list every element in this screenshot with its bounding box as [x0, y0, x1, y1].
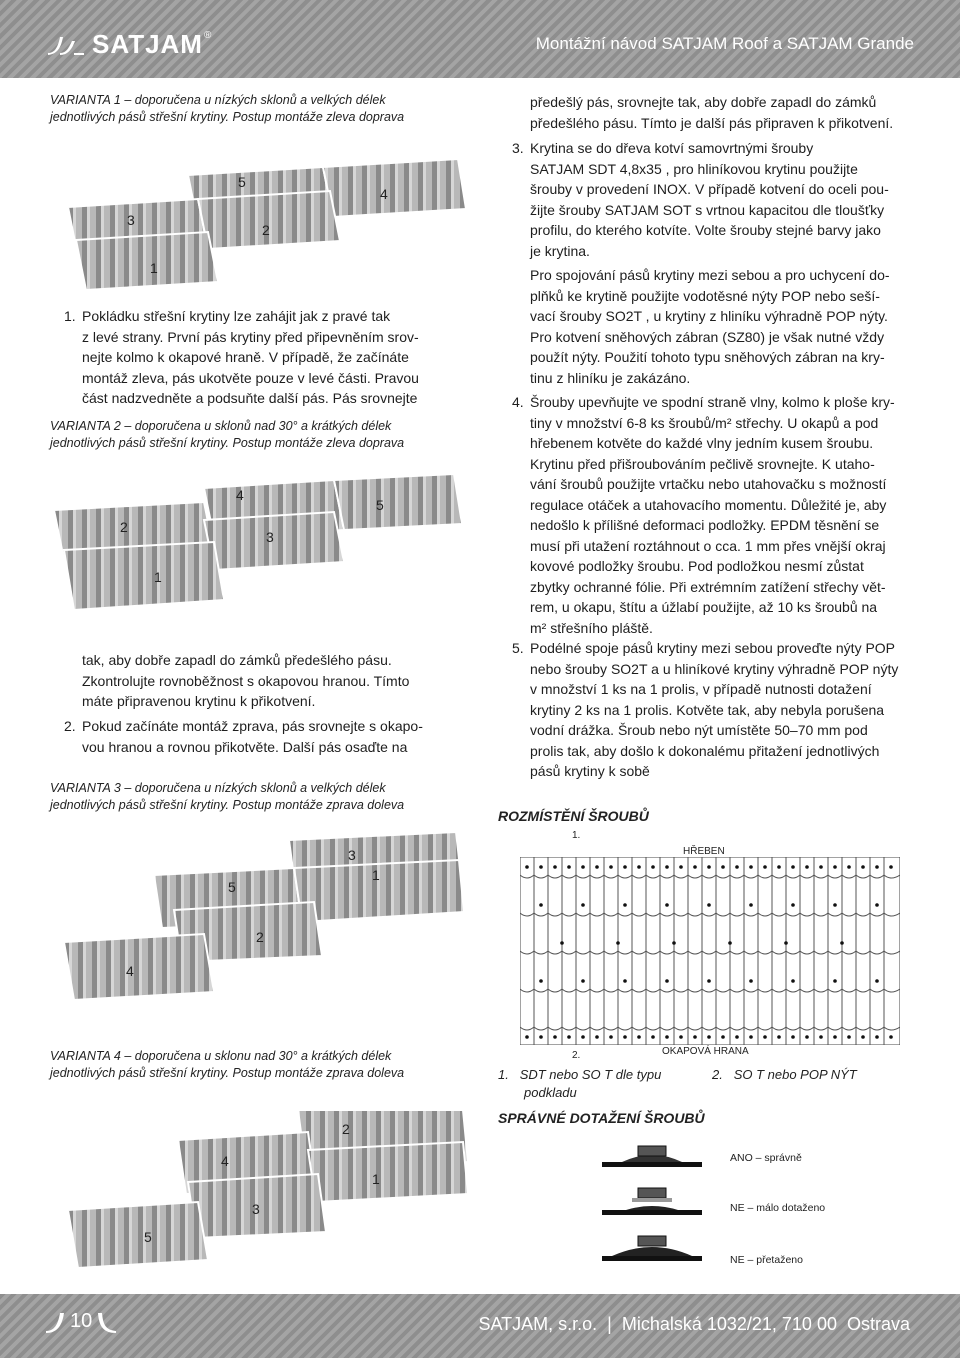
text-line: SATJAM SDT 4,8x35 , pro hliníkovou krytinu použijte: [530, 160, 858, 177]
panel-label: 4: [380, 186, 388, 202]
instruction-item-3: [512, 138, 920, 261]
brand-name: SATJAM: [92, 28, 203, 59]
page-footer: [0, 1294, 960, 1358]
variant-3-caption-line: VARIANTA 3 – doporučena u nízkých sklonů a velkých délek: [50, 781, 386, 795]
panel-label: 1: [150, 260, 158, 276]
screw-placement-diagram: [520, 857, 900, 1045]
eave-label: OKAPOVÁ HRANA: [662, 1046, 749, 1057]
text-line: kovové podložky šroubu. Pod podložkou nesmí zůstat: [530, 558, 864, 574]
variant-2-diagram: [54, 470, 464, 620]
item-number: 3.: [512, 140, 524, 156]
text-line: Pro spojování pásů krytiny mezi sebou a pro uchycení do-: [530, 267, 890, 283]
satjam-logo-mark-icon: [46, 33, 86, 55]
item-number: 5.: [512, 640, 524, 656]
text-line: Šrouby upevňujte ve spodní straně vlny, kolmo k ploše kry-: [530, 394, 895, 410]
text-line: použít nýty. Použití tohoto typu sněhových zábran na kry-: [530, 349, 885, 365]
text-line: z levé strany. První pás krytiny před připevněním srov-: [82, 328, 419, 345]
variant-4-caption: [50, 1048, 404, 1082]
item-number: 1.: [64, 308, 76, 324]
text-line: vací šrouby SO2T , u krytiny z hliníku výhradně POP nýty.: [530, 308, 888, 324]
text-line: krytiny 2 ks na 1 prolis. Kotvěte tak, aby nebyla porušena: [530, 701, 885, 718]
item-number: 2.: [64, 718, 76, 734]
text-line: pásů krytiny k sobě: [530, 763, 650, 779]
instruction-item-4: [512, 392, 920, 638]
item-1-continued: [82, 650, 462, 712]
variant-2-caption: [50, 418, 404, 452]
legend-text: podkladu: [524, 1085, 577, 1100]
text-line: nejte kolmo k okapové hraně. V případě, že začínáte: [82, 349, 409, 365]
footer-right-mark-icon: [96, 1311, 116, 1333]
variant-3-diagram: [64, 830, 464, 1005]
text-line: nedošlo k přílišné deformaci podložky. EPDM těsnění se: [530, 517, 880, 533]
registered-mark: ®: [203, 29, 212, 41]
text-line: m² střešního pláště.: [530, 619, 653, 636]
text-line: nebo šrouby SO2T a u hliníkové krytiny výhradně POP nýty: [530, 660, 899, 677]
legend-screw-type-2: [712, 1066, 857, 1084]
text-line: plňků ke krytině použijte vodotěsné nýty POP nebo seší-: [530, 287, 880, 304]
panel-label: 2: [342, 1121, 350, 1137]
panel-label: 1: [372, 1171, 380, 1187]
text-line: tiny v množství 6-8 ks šroubů/m² střechy. U okapů a pod: [530, 414, 879, 431]
screw-correct-icon: [602, 1146, 702, 1167]
text-line: regulace otáček a utahovacího momentu. Důležité je, aby: [530, 496, 887, 513]
panel-label: 5: [238, 174, 246, 190]
panel-label: 3: [348, 847, 356, 863]
text-line: Zkontrolujte rovnoběžnost s okapovou hranou. Tímto: [82, 672, 410, 689]
document-title: Montážní návod SATJAM Roof a SATJAM Grande: [535, 34, 914, 53]
text-line: Pokud začínáte montáž zprava, pás srovnejte s okapo-: [82, 718, 423, 734]
page-header: [0, 0, 960, 78]
text-line: v množství 1 ks na 1 prolis, v případě nutnosti dotažení: [530, 681, 872, 697]
legend-number: 2.: [712, 1067, 723, 1082]
variant-1-caption-line: jednotlivých pásů střešní krytiny. Postup montáže zleva doprava: [50, 110, 405, 124]
roof-panel-group: [54, 474, 462, 610]
roof-panel-group: [64, 832, 464, 1000]
text-line: musí při utažení roztáhnout o cca. 1 mm přes vnější okraj: [530, 537, 886, 554]
variant-2-caption-line: VARIANTA 2 – doporučena u sklonů nad 30° a krátkých délek: [50, 419, 392, 433]
text-line: profilu, do kterého kotvíte. Volte šrouby stejné barvy jako: [530, 222, 881, 238]
panel-label: 3: [127, 212, 135, 228]
item-2-continued: [530, 92, 920, 133]
text-line: tinu z hliníku je zakázáno.: [530, 369, 691, 386]
legend-text: SO T nebo POP NÝT: [733, 1067, 857, 1082]
variant-1-caption-line: VARIANTA 1 – doporučena u nízkých sklonů a velkých délek: [50, 93, 386, 107]
instruction-item-1: [64, 306, 462, 409]
panel-label: 1: [154, 569, 162, 585]
panel-label: 5: [228, 879, 236, 895]
legend-number: 1.: [498, 1067, 509, 1082]
panel-label: 3: [266, 529, 274, 545]
panel-label: 4: [126, 963, 134, 979]
text-line: Pokládku střešní krytiny lze zahájit jak z pravé tak: [82, 308, 391, 324]
tightening-under-label: NE – málo dotaženo: [730, 1202, 826, 1214]
variant-4-caption-line: VARIANTA 4 – doporučena u sklonu nad 30° a krátkých délek: [50, 1049, 392, 1063]
panel-label: 4: [236, 487, 244, 503]
screw-tightening-heading: SPRÁVNÉ DOTAŽENÍ ŠROUBŮ: [498, 1110, 705, 1126]
screw-tightening-diagram: [602, 1138, 702, 1268]
text-line: je krytina.: [530, 242, 590, 259]
text-line: tak, aby dobře zapadl do zámků předešlého pásu.: [82, 652, 392, 668]
diagram-marker-top: 1.: [572, 830, 581, 841]
variant-3-caption: [50, 780, 404, 814]
text-line: šrouby v provedení INOX. V případě kotvení do oceli pou-: [530, 181, 889, 197]
text-line: část nadzvedněte a podsuňte další pás. Pás srovnejte: [82, 390, 418, 406]
panel-label: 1: [372, 867, 380, 883]
text-line: Pro kotvení sněhových zábran (SZ80) je však nutné vždy: [530, 328, 885, 345]
tightening-over-label: NE – přetaženo: [730, 1254, 803, 1266]
screw-overtightened-icon: [602, 1236, 702, 1261]
panel-label: 5: [376, 497, 384, 513]
panel-label: 4: [221, 1153, 229, 1169]
variant-4-caption-line: jednotlivých pásů střešní krytiny. Postup montáže zprava doleva: [50, 1066, 405, 1080]
page-number-text: 10: [70, 1310, 93, 1332]
variant-4-diagram: [68, 1110, 468, 1285]
footer-left-mark-icon: [46, 1311, 66, 1333]
panel-label: 3: [252, 1201, 260, 1217]
tightening-correct-label: ANO – správně: [730, 1152, 802, 1164]
roof-panel-group: [68, 1110, 468, 1268]
screw-undertightened-icon: [602, 1188, 702, 1215]
text-line: montáž zleva, pás ukotvěte pouze v levé části. Pravou: [82, 369, 419, 386]
text-line: předešlého pásu. Tímto je další pás připraven k přikotvení.: [530, 114, 894, 131]
text-line: prolis tak, aby došlo k dokonalému přitažení jednotlivých: [530, 742, 880, 759]
legend-screw-type-1: [498, 1066, 661, 1102]
text-line: hřebenem kotvěte do každé vlny jedním kusem šroubu.: [530, 435, 874, 451]
panel-label: 2: [262, 222, 270, 238]
variant-2-caption-line: jednotlivých pásů střešní krytiny. Postup montáže zleva doprava: [50, 436, 405, 450]
text-line: žijte šrouby SATJAM SOT s vrtnou kapacitou dle tloušťky: [530, 201, 885, 218]
ridge-label: HŘEBEN: [683, 846, 725, 857]
text-line: Podélné spoje pásů krytiny mezi sebou proveďte nýty POP: [530, 640, 896, 656]
legend-text: SDT nebo SO T dle typu: [519, 1067, 662, 1082]
page-number: [46, 1310, 116, 1333]
item-number: 4.: [512, 394, 524, 410]
panel-label: 2: [256, 929, 264, 945]
company-address: SATJAM, s.r.o. | Michalská 1032/21, 710 00 Ostrava: [478, 1314, 910, 1334]
screw-placement-heading: ROZMÍSTĚNÍ ŠROUBŮ: [498, 808, 649, 824]
fastening-paragraph: [530, 265, 920, 388]
text-line: Krytinu před přišroubováním pečlivě srovnejte. K utaho-: [530, 455, 875, 472]
satjam-logo: [46, 26, 211, 62]
diagram-marker-bottom: 2.: [572, 1050, 581, 1061]
instruction-item-2: [64, 716, 462, 757]
variant-1-caption: [50, 92, 404, 126]
panel-label: 2: [120, 519, 128, 535]
text-line: vou hranou a rovnou přikotvěte. Další pás osaďte na: [82, 738, 408, 755]
panel-label: 5: [144, 1229, 152, 1245]
text-line: vodní drážka. Šroub nebo nýt umístěte 50–70 mm pod: [530, 722, 868, 738]
variant-1-diagram: [68, 145, 468, 300]
text-line: rem, u okapu, štítu a úžlabí použijte, až 10 ks šroubů na: [530, 599, 878, 615]
instruction-item-5: [512, 638, 920, 782]
variant-3-caption-line: jednotlivých pásů střešní krytiny. Postup montáže zprava doleva: [50, 798, 405, 812]
text-line: zbytky ochranné fólie. Při extrémním zatížení střechy vět-: [530, 578, 886, 595]
text-line: máte připravenou krytinu k přikotvení.: [82, 693, 316, 709]
text-line: vání šroubů použijte vrtačku nebo utahovačku s možností: [530, 476, 887, 492]
text-line: Krytina se do dřeva kotví samovrtnými šrouby: [530, 140, 814, 156]
text-line: předešlý pás, srovnejte tak, aby dobře zapadl do zámků: [530, 94, 877, 110]
